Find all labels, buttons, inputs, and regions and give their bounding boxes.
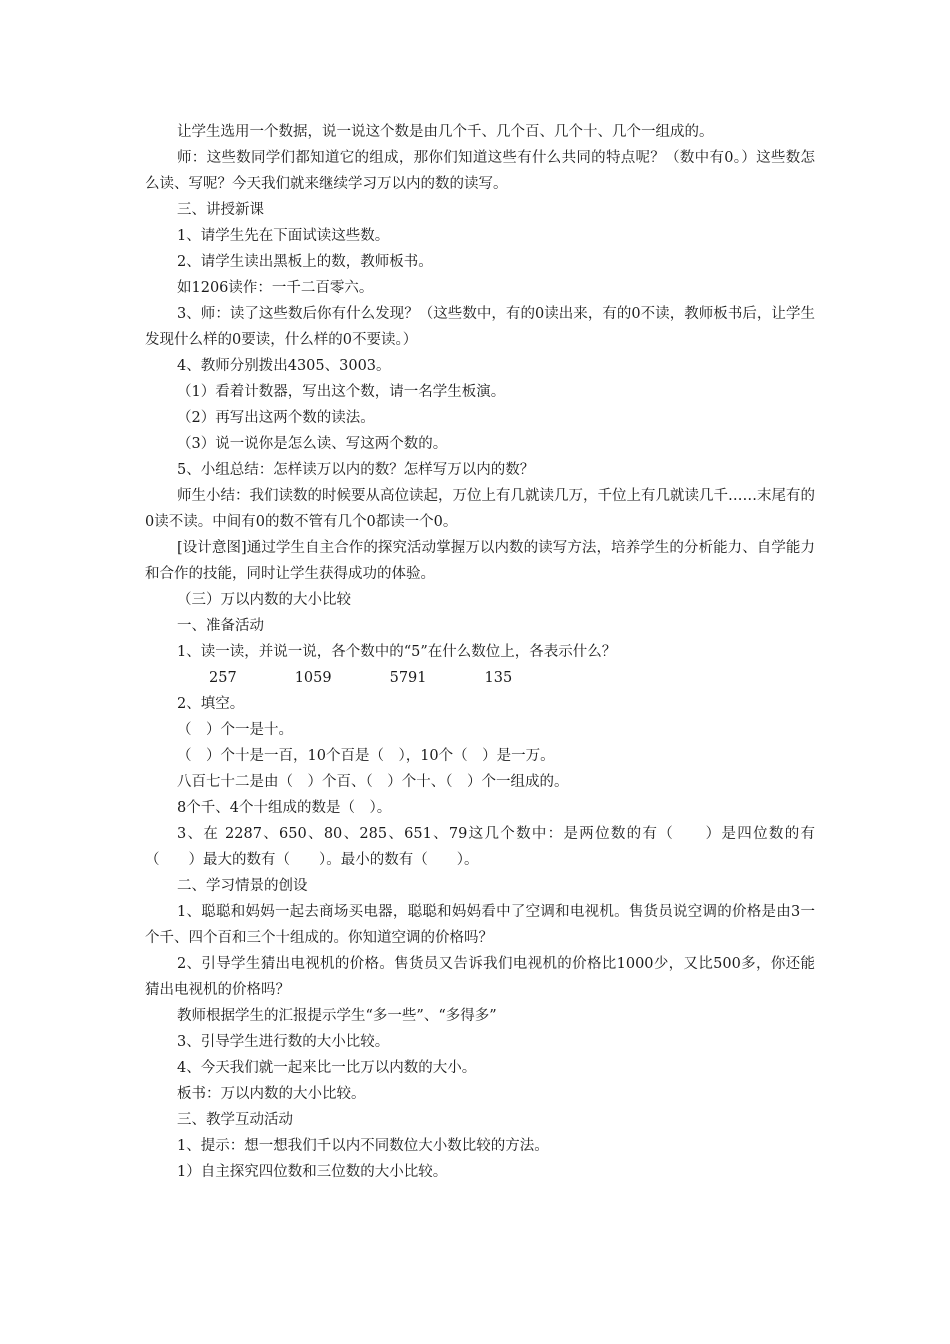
paragraph: （3）说一说你是怎么读、写这两个数的。 [177, 436, 448, 452]
paragraph: 2、引导学生猜出电视机的价格。售货员又告诉我们电视机的价格比1000少，又比500多，你还能猜出电视机的价格吗？ [145, 956, 815, 998]
paragraph: 1、请学生先在下面试读这些数。 [177, 228, 390, 244]
section-heading: 三、讲授新课 [177, 202, 264, 218]
paragraph: 1、提示：想一想我们千以内不同数位大小数比较的方法。 [177, 1138, 549, 1154]
paragraph: 5、小组总结：怎样读万以内的数？怎样写万以内的数？ [177, 462, 535, 478]
paragraph: 4、教师分别拨出4305、3003。 [177, 358, 391, 374]
paragraph: 教师根据学生的汇报提示学生“多一些”、“多得多” [177, 1008, 497, 1024]
paragraph: 1）自主探究四位数和三位数的大小比较。 [177, 1164, 448, 1180]
paragraph: 3、引导学生进行数的大小比较。 [177, 1034, 390, 1050]
paragraph: 板书：万以内数的大小比较。 [177, 1086, 366, 1102]
paragraph: 师：这些数同学们都知道它的组成，那你们知道这些有什么共同的特点呢？（数中有0。）这些数怎么读、写呢？今天我们就来继续学习万以内的数的读写。 [145, 150, 815, 192]
fill-blank: （ ）个十是一百，10个百是（ ），10个（ ）是一万。 [177, 748, 555, 764]
design-intent: [设计意图]通过学生自主合作的探究活动掌握万以内数的读写方法，培养学生的分析能力、自学能力和合作的技能，同时让学生获得成功的体验。 [145, 540, 815, 582]
section-heading: 二、学习情景的创设 [177, 878, 308, 894]
number-item: 1059 [294, 670, 332, 686]
number-item: 135 [484, 670, 513, 686]
number-list [145, 665, 815, 691]
paragraph: 3、师：读了这些数后你有什么发现？（这些数中，有的0读出来，有的0不读，教师板书后，让学生发现什么样的0要读，什么样的0不要读。） [145, 306, 815, 348]
paragraph: 如1206读作：一千二百零六。 [177, 280, 374, 296]
paragraph: 师生小结：我们读数的时候要从高位读起，万位上有几就读几万，千位上有几就读几千……末尾有的0读不读。中间有0的数不管有几个0都读一个0。 [145, 488, 815, 530]
paragraph: 1、读一读，并说一说，各个数中的“5”在什么数位上，各表示什么？ [177, 644, 617, 660]
fill-blank: （ ）个一是十。 [177, 722, 293, 738]
fill-blank: 3、在 2287、650、80、285、651、79这几个数中：是两位数的有（ ）是四位数的有（ ）最大的数有（ ）。最小的数有（ ）。 [145, 826, 815, 868]
section-heading: 一、准备活动 [177, 618, 264, 634]
paragraph: （2）再写出这两个数的读法。 [177, 410, 375, 426]
fill-blank: 八百七十二是由（ ）个百、（ ）个十、（ ）个一组成的。 [177, 774, 569, 790]
number-item: 257 [209, 670, 237, 686]
paragraph: 4、今天我们就一起来比一比万以内数的大小。 [177, 1060, 477, 1076]
paragraph: （1）看着计数器，写出这个数，请一名学生板演。 [177, 384, 506, 400]
paragraph: 2、请学生读出黑板上的数，教师板书。 [177, 254, 433, 270]
number-item: 5791 [389, 670, 427, 686]
section-heading: （三）万以内数的大小比较 [177, 592, 351, 608]
paragraph: 让学生选用一个数据，说一说这个数是由几个千、几个百、几个十、几个一组成的。 [177, 124, 714, 140]
section-heading: 三、教学互动活动 [177, 1112, 293, 1128]
paragraph: 1、聪聪和妈妈一起去商场买电器，聪聪和妈妈看中了空调和电视机。售货员说空调的价格是由3一个千、四个百和三个十组成的。你知道空调的价格吗？ [145, 904, 815, 946]
document-body [145, 119, 815, 1185]
fill-blank: 8个千、4个十组成的数是（ ）。 [177, 800, 392, 816]
paragraph: 2、填空。 [177, 696, 245, 712]
